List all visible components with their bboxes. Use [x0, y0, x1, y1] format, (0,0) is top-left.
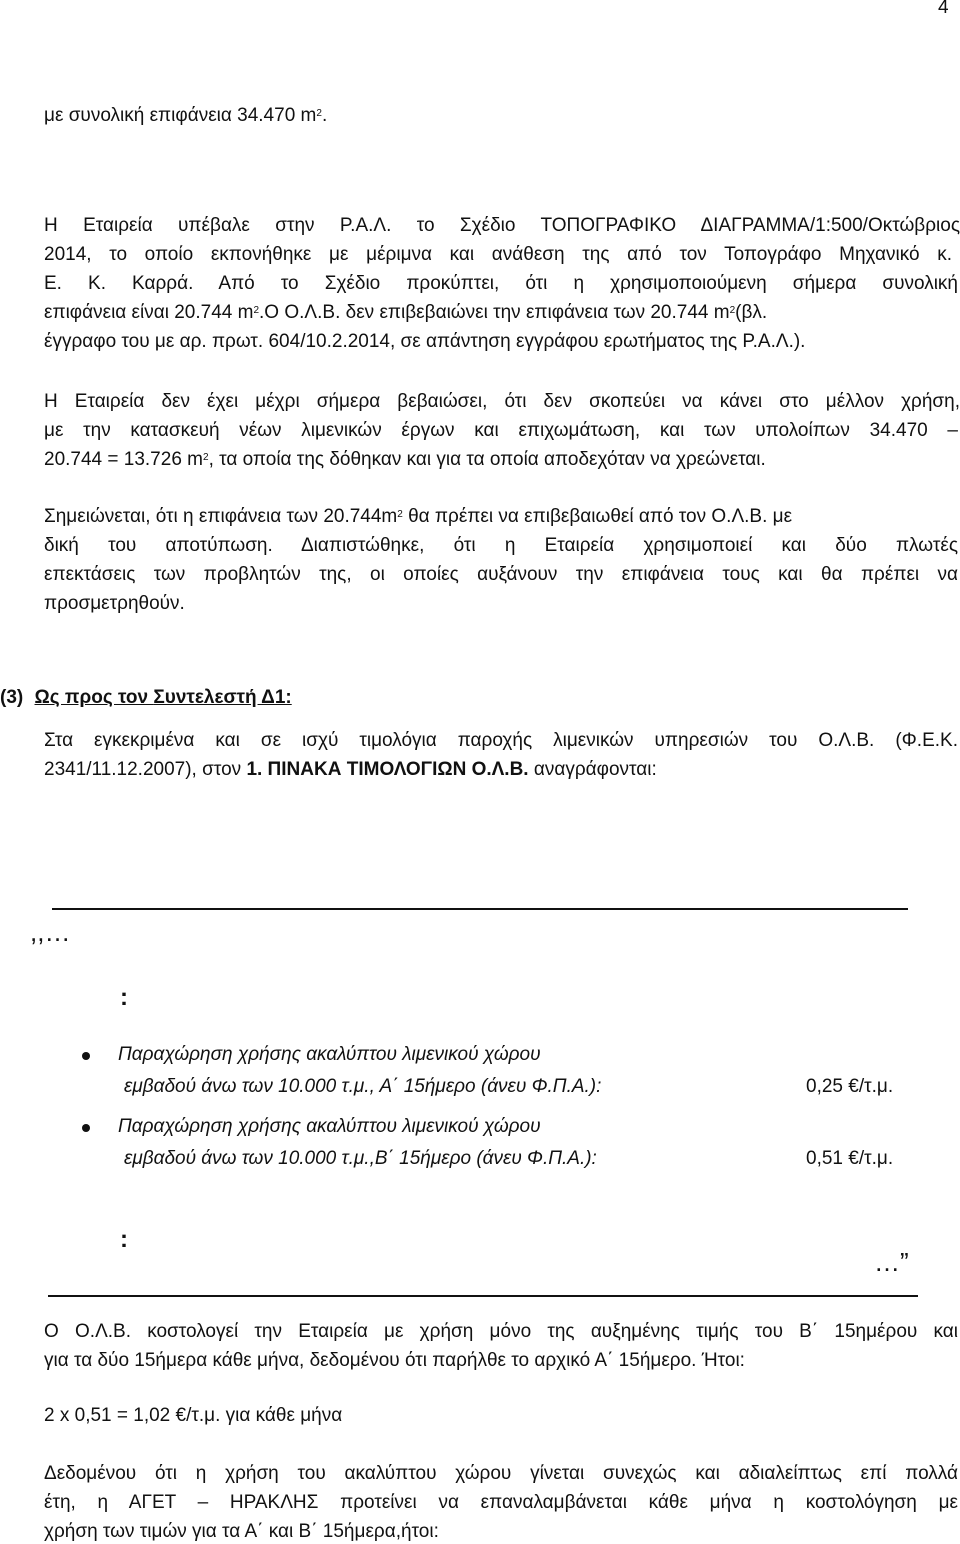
p7-line-1: Δεδομένου ότι η χρήση του ακαλύπτου χώρου γίνεται συνεχώς και αδιαλείπτως επί πολλά [44, 1463, 958, 1484]
p1-line-4 [44, 301, 960, 325]
section-heading [0, 686, 292, 710]
p3-line-1: Σημειώνεται, ότι η επιφάνεια των $20.744m^2$ θα πρέπει να επιβεβαιωθεί από τον Ο.Λ.Β. με [44, 506, 793, 527]
item-1-line-1: Παραχώρηση χρήσης ακαλύπτου λιμενικού χώρου [118, 1044, 541, 1065]
text: με συνολική επιφάνεια 34.470 m [44, 105, 317, 126]
page-number: 4 [938, 0, 949, 18]
p2-line-1: Η Εταιρεία δεν έχει μέχρι σήμερα βεβαιώσει, ότι δεν σκοπεύει να κάνει στο μέλλον χρήση, [44, 391, 960, 412]
item-2-line-1: Παραχώρηση χρήσης ακαλύπτου λιμενικού χώρου [118, 1116, 541, 1137]
p2-line-3: 20.744 = 13.726 $m^2$, τα οποία της δόθηκαν και για τα οποία αποδεχόταν να χρεώνεται. [44, 449, 766, 470]
item-2-line-2: εμβαδού άνω των 10.000 τ.μ.,Β΄ 15ήμερο (άνευ Φ.Π.Α.): [124, 1148, 597, 1169]
quote-top-rule [52, 908, 908, 910]
p3-line-2: δική του αποτύπωση. Διαπιστώθηκε, ότι η Εταιρεία χρησιμοποιεί και δύο πλωτές [44, 535, 958, 556]
paragraph-total-area [44, 104, 327, 128]
bullet-icon [82, 1124, 90, 1132]
quote-colon-2: : [120, 1226, 128, 1253]
superscript: 2 [397, 509, 403, 520]
item-1-price: 0,25 €/τ.μ. [806, 1076, 894, 1097]
p5-line-1: Ο Ο.Λ.Β. κοστολογεί την Εταιρεία με χρήση μόνο της αυξημένης τιμής του Β΄ 15ημέρου και [44, 1321, 958, 1342]
item-1-line-2: εμβαδού άνω των 10.000 τ.μ., Α΄ 15ήμερο (άνευ Φ.Π.Α.): [124, 1076, 602, 1097]
calculation-line: 2 x 0,51 = 1,02 €/τ.μ. για κάθε μήνα [44, 1405, 343, 1426]
quote-close: …” [874, 1247, 909, 1277]
quote-bottom-rule [48, 1295, 918, 1297]
p4-line-1: Στα εγκεκριμένα και σε ισχύ τιμολόγια παροχής λιμενικών υπηρεσιών του Ο.Λ.Β. (Φ.Ε.Κ. [44, 730, 958, 751]
p1-line-3: Ε. Κ. Καρρά. Από το Σχέδιο προκύπτει, ότι η χρησιμοποιούμενη σήμερα συνολική [44, 273, 958, 294]
p2-line-2: με την κατασκευή νέων λιμενικών έργων και επιχωμάτωση, και των υπολοίπων 34.470 – [44, 420, 958, 441]
p1-line-1: Η Εταιρεία υπέβαλε στην Ρ.Α.Λ. το Σχέδιο ΤΟΠΟΓΡΑΦΙΚΟ ΔΙΑΓΡΑΜΜΑ/1:500/Οκτώβριος [44, 215, 960, 236]
p7-line-3: χρήση των τιμών για τα Α΄ και Β΄ 15ήμερα,ήτοι: [44, 1521, 439, 1542]
text: επιφάνεια είναι 20.744 $m^2.O$ Ο.Λ.Β. δεν επιβεβαιώνει την επιφάνεια των 20.744 $m^2(\beta\lambda$. [44, 302, 768, 323]
quote-open: ,,… [30, 917, 71, 947]
p5-line-2: για τα δύο 15ήμερα κάθε μήνα, δεδομένου ότι παρήλθε το αρχικό Α΄ 15ήμερο. Ήτοι: [44, 1350, 745, 1371]
section-number: (3) [0, 687, 24, 708]
p3-line-4: προσμετρηθούν. [44, 593, 185, 614]
p1-line-5: έγγραφο του με αρ. πρωτ. 604/10.2.2014, σε απάντηση εγγράφου ερωτήματος της Ρ.Α.Λ.). [44, 331, 806, 352]
text: . [321, 105, 328, 126]
superscript: 2 [203, 452, 209, 463]
p4-line-2: 2341/11.12.2007), στον 1. ΠΙΝΑΚΑ ΤΙΜΟΛΟΓΙΩΝ Ο.Λ.Β. αναγράφονται: [44, 759, 657, 780]
quote-colon-1: : [120, 984, 128, 1011]
p7-line-2: έτη, η ΑΓΕΤ – ΗΡΑΚΛΗΣ προτείνει να επαναλαμβάνεται κάθε μήνα η κοστολόγηση με [44, 1492, 958, 1513]
p1-line-2: 2014, το οποίο εκπονήθηκε με μέριμνα και ανάθεση της από τον Τοπογράφο Μηχανικό κ. [44, 244, 952, 265]
superscript: 2 [316, 108, 322, 119]
bullet-icon [82, 1052, 90, 1060]
p3-line-3: επεκτάσεις των προβλητών της, οι οποίες αυξάνουν την επιφάνεια τους και θα πρέπει να [44, 564, 958, 585]
section-title: Ως προς τον Συντελεστή Δ1: [34, 687, 292, 708]
item-2-price: 0,51 €/τ.μ. [806, 1148, 894, 1169]
